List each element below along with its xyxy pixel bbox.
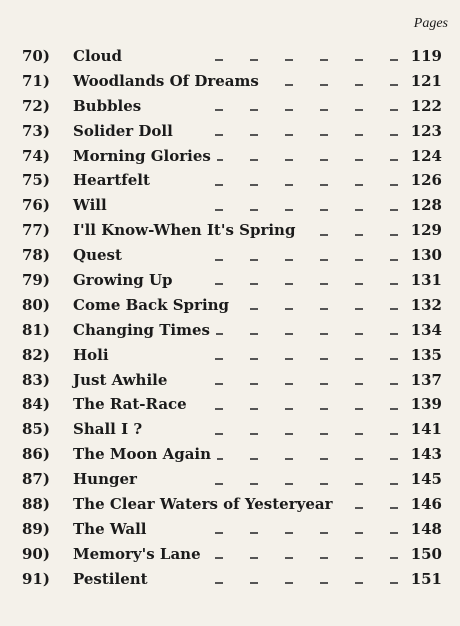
leader-dash: [285, 84, 293, 86]
entry-title: Changing Times: [73, 318, 216, 343]
leader-dash: [285, 358, 293, 360]
entry-number: 83): [22, 370, 50, 389]
leader-dash: [285, 458, 293, 460]
leader-dash: [355, 209, 363, 211]
leader-dash: [250, 259, 258, 261]
entry-title: Morning Glories: [73, 144, 217, 169]
leader-dash: [390, 84, 398, 86]
entry-number: 72): [22, 96, 50, 115]
leader-dash: [250, 333, 258, 335]
toc-entry: [0, 368, 460, 393]
entry-number: 79): [22, 271, 50, 290]
entry-page-number: 150: [410, 544, 442, 563]
leader-dash: [250, 109, 258, 111]
leader-dash: [320, 483, 328, 485]
leader-dash: [355, 333, 363, 335]
leader-dash: [320, 84, 328, 86]
entry-title: I'll Know-When It's Spring: [73, 218, 301, 243]
entry-title: Memory's Lane: [73, 542, 207, 567]
entry-number: 74): [22, 146, 50, 165]
entry-title: The Wall: [73, 517, 153, 542]
entry-number: 75): [22, 171, 50, 190]
leader-dash: [355, 84, 363, 86]
toc-entry: [0, 44, 460, 69]
leader-dash: [390, 109, 398, 111]
leader-dash: [250, 283, 258, 285]
leader-dash: [320, 283, 328, 285]
entry-number: 78): [22, 246, 50, 265]
leader-dash: [320, 134, 328, 136]
entry-number: 73): [22, 121, 50, 140]
leader-dash: [215, 358, 223, 360]
leader-dash: [285, 259, 293, 261]
leader-dash: [320, 209, 328, 211]
leader-dash: [390, 159, 398, 161]
leader-dash: [250, 159, 258, 161]
leader-dash: [320, 557, 328, 559]
leader-dash: [320, 59, 328, 61]
entry-page-number: 131: [410, 271, 442, 290]
leader-dash: [250, 134, 258, 136]
leader-dash: [285, 109, 293, 111]
leader-dash: [215, 532, 223, 534]
leader-dash: [320, 109, 328, 111]
leader-dash: [215, 582, 223, 584]
entry-title: Growing Up: [73, 268, 179, 293]
entry-page-number: 121: [410, 71, 442, 90]
entry-title: Woodlands Of Dreams: [73, 69, 265, 94]
leader-dash: [390, 582, 398, 584]
toc-entry: [0, 442, 460, 467]
leader-dash: [390, 184, 398, 186]
leader-dash: [320, 458, 328, 460]
leader-dash: [320, 582, 328, 584]
entry-number: 71): [22, 71, 50, 90]
leader-dash: [250, 582, 258, 584]
leader-dash: [390, 557, 398, 559]
leader-dash: [355, 582, 363, 584]
toc-entry: [0, 318, 460, 343]
leader-dash: [285, 383, 293, 385]
leader-dash: [215, 483, 223, 485]
leader-dash: [390, 458, 398, 460]
leader-dash: [250, 532, 258, 534]
leader-dash: [355, 557, 363, 559]
leader-dash: [250, 433, 258, 435]
leader-dash: [285, 483, 293, 485]
leader-dash: [390, 308, 398, 310]
entry-title: The Moon Again: [73, 442, 217, 467]
entry-number: 86): [22, 445, 50, 464]
leader-dash: [215, 209, 223, 211]
toc-entry: [0, 492, 460, 517]
leader-dash: [250, 557, 258, 559]
leader-dash: [285, 582, 293, 584]
entry-title: Quest: [73, 243, 128, 268]
entry-page-number: 151: [410, 569, 442, 588]
entry-number: 90): [22, 544, 50, 563]
entry-number: 84): [22, 395, 50, 414]
leader-dash: [390, 408, 398, 410]
leader-dash: [215, 383, 223, 385]
entry-page-number: 145: [410, 470, 442, 489]
leader-dash: [215, 134, 223, 136]
entry-page-number: 128: [410, 196, 442, 215]
toc-entry: [0, 218, 460, 243]
leader-dash: [285, 532, 293, 534]
leader-dash: [355, 483, 363, 485]
leader-dash: [355, 358, 363, 360]
leader-dash: [390, 259, 398, 261]
entry-page-number: 146: [410, 495, 442, 514]
leader-dash: [355, 134, 363, 136]
entry-page-number: 141: [410, 420, 442, 439]
leader-dash: [355, 184, 363, 186]
toc-entry: [0, 268, 460, 293]
entry-page-number: 137: [410, 370, 442, 389]
leader-dash: [320, 433, 328, 435]
leader-dash: [390, 483, 398, 485]
leader-dash: [355, 532, 363, 534]
entry-number: 81): [22, 320, 50, 339]
leader-dash: [390, 358, 398, 360]
toc-entry: [0, 542, 460, 567]
leader-dash: [285, 557, 293, 559]
leader-dash: [215, 408, 223, 410]
leader-dash: [390, 383, 398, 385]
leader-dash: [215, 433, 223, 435]
entry-number: 77): [22, 221, 50, 240]
entry-page-number: 134: [410, 320, 442, 339]
entry-title: Heartfelt: [73, 168, 156, 193]
entry-title: Hunger: [73, 467, 143, 492]
table-of-contents: [0, 44, 460, 592]
leader-dash: [250, 358, 258, 360]
entry-title: The Clear Waters of Yesteryear: [73, 492, 339, 517]
toc-entry: [0, 417, 460, 442]
leader-dash: [320, 234, 328, 236]
toc-entry: [0, 119, 460, 144]
toc-entry: [0, 293, 460, 318]
leader-dash: [215, 59, 223, 61]
entry-number: 85): [22, 420, 50, 439]
leader-dash: [320, 532, 328, 534]
entry-page-number: 119: [410, 47, 442, 65]
toc-entry: [0, 243, 460, 268]
entry-number: 91): [22, 569, 50, 588]
leader-dash: [355, 507, 363, 509]
leader-dash: [215, 333, 223, 335]
leader-dash: [320, 308, 328, 310]
entry-title: Pestilent: [73, 567, 154, 592]
entry-page-number: 139: [410, 395, 442, 414]
leader-dash: [215, 283, 223, 285]
dot-leader: [73, 343, 398, 368]
leader-dash: [355, 383, 363, 385]
entry-number: 87): [22, 470, 50, 489]
leader-dash: [250, 458, 258, 460]
leader-dash: [355, 59, 363, 61]
entry-page-number: 130: [410, 246, 442, 265]
leader-dash: [250, 383, 258, 385]
leader-dash: [285, 408, 293, 410]
leader-dash: [390, 433, 398, 435]
entry-title: Come Back Spring: [73, 293, 235, 318]
toc-entry: [0, 193, 460, 218]
leader-dash: [250, 209, 258, 211]
leader-dash: [355, 283, 363, 285]
leader-dash: [215, 184, 223, 186]
entry-page-number: 129: [410, 221, 442, 240]
entry-page-number: 122: [410, 96, 442, 115]
entry-number: 80): [22, 295, 50, 314]
leader-dash: [390, 134, 398, 136]
leader-dash: [355, 109, 363, 111]
leader-dash: [355, 433, 363, 435]
entry-title: The Rat-Race: [73, 392, 193, 417]
leader-dash: [250, 483, 258, 485]
leader-dash: [390, 507, 398, 509]
leader-dash: [215, 109, 223, 111]
entry-title: Holi: [73, 343, 115, 368]
toc-entry: [0, 168, 460, 193]
leader-dash: [285, 308, 293, 310]
leader-dash: [320, 408, 328, 410]
leader-dash: [320, 358, 328, 360]
entry-number: 82): [22, 345, 50, 364]
toc-entry: [0, 69, 460, 94]
leader-dash: [250, 59, 258, 61]
entry-title: Solider Doll: [73, 119, 179, 144]
entry-number: 89): [22, 519, 50, 538]
entry-title: Bubbles: [73, 94, 147, 119]
entry-page-number: 132: [410, 295, 442, 314]
leader-dash: [285, 433, 293, 435]
leader-dash: [320, 259, 328, 261]
entry-page-number: 143: [410, 445, 442, 464]
leader-dash: [285, 283, 293, 285]
leader-dash: [355, 458, 363, 460]
leader-dash: [320, 184, 328, 186]
leader-dash: [355, 308, 363, 310]
leader-dash: [250, 184, 258, 186]
entry-number: 88): [22, 495, 50, 514]
leader-dash: [320, 333, 328, 335]
leader-dash: [250, 308, 258, 310]
leader-dash: [285, 209, 293, 211]
leader-dash: [390, 333, 398, 335]
leader-dash: [320, 159, 328, 161]
leader-dash: [355, 159, 363, 161]
leader-dash: [390, 209, 398, 211]
entry-page-number: 123: [410, 121, 442, 140]
leader-dash: [390, 234, 398, 236]
leader-dash: [355, 259, 363, 261]
leader-dash: [285, 159, 293, 161]
toc-entry: [0, 343, 460, 368]
toc-entry: [0, 517, 460, 542]
toc-entry: [0, 144, 460, 169]
entry-title: Just Awhile: [73, 368, 173, 393]
leader-dash: [390, 532, 398, 534]
leader-dash: [215, 259, 223, 261]
dot-leader: [73, 193, 398, 218]
leader-dash: [355, 234, 363, 236]
leader-dash: [285, 184, 293, 186]
leader-dash: [390, 283, 398, 285]
entry-page-number: 148: [410, 519, 442, 538]
leader-dash: [285, 333, 293, 335]
toc-entry: [0, 567, 460, 592]
entry-title: Cloud: [73, 44, 128, 69]
leader-dash: [355, 408, 363, 410]
entry-title: Shall I ?: [73, 417, 148, 442]
entry-number: 70): [22, 47, 50, 65]
entry-page-number: 124: [410, 146, 442, 165]
pages-column-header: Pages: [413, 16, 448, 31]
leader-dash: [285, 134, 293, 136]
toc-entry: [0, 392, 460, 417]
leader-dash: [320, 383, 328, 385]
toc-entry: [0, 467, 460, 492]
entry-title: Will: [73, 193, 113, 218]
entry-number: 76): [22, 196, 50, 215]
entry-page-number: 126: [410, 171, 442, 190]
toc-entry: [0, 94, 460, 119]
entry-page-number: 135: [410, 345, 442, 364]
leader-dash: [285, 59, 293, 61]
leader-dash: [390, 59, 398, 61]
leader-dash: [250, 408, 258, 410]
leader-dash: [215, 557, 223, 559]
